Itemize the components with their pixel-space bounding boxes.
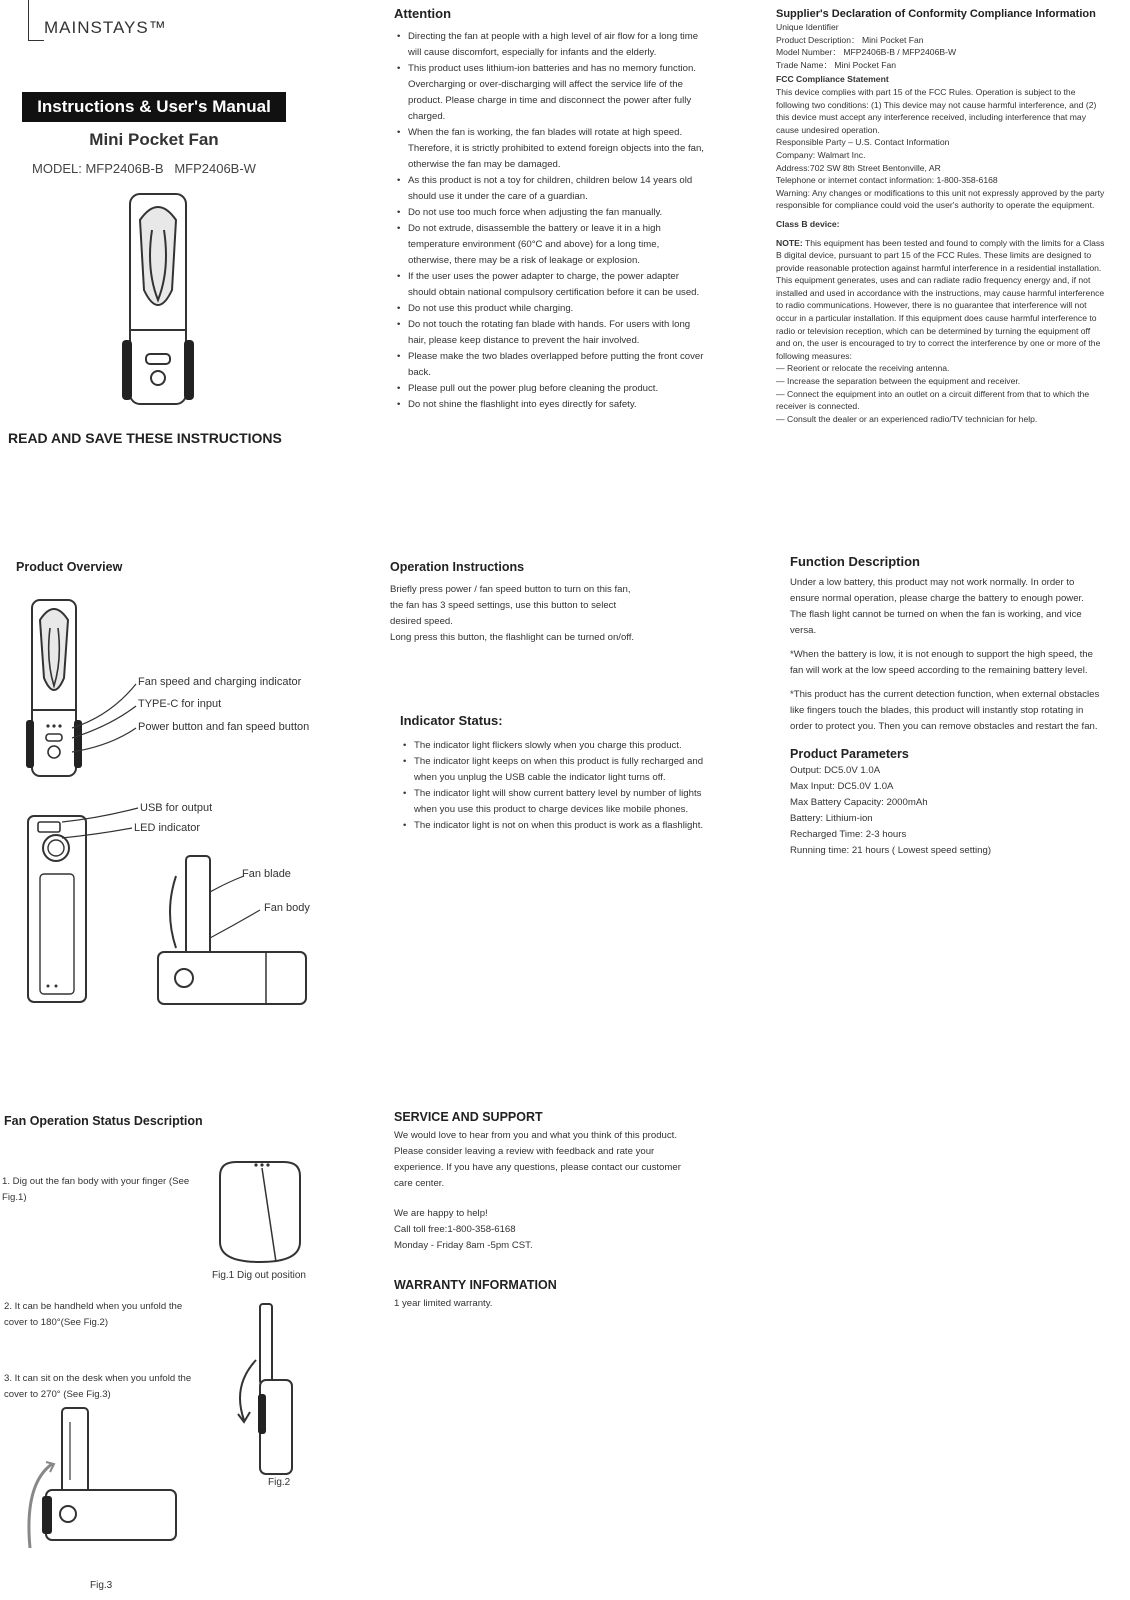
measure-item: — Consult the dealer or an experienced radio/TV technician for help.	[776, 413, 1038, 424]
list-item: • Do not extrude, disassemble the battery or leave it in a high temperature environment (60°C and above) for a long time, otherwise, there may be a risk of leakage or explosion.	[408, 221, 704, 269]
brand-logo	[28, 0, 178, 52]
note-text: This equipment has been tested and found to comply with the limits for a Class B digital device, pursuant to part 15 of the FCC Rules. These limits are designed to provide reasonable protection against harmful interference in a residential installation. This equipment generates, uses and can radiate radio frequency energy and, if not installed and used in accordance with the instructions, may cause harmful interference to radio communications. However, there is no guarantee that interference will not occur in a particular installation. If this equipment does cause harmful interference to radio or television reception, which can be determined by turning the equipment off and on, the user is encouraged to try to correct the interference by one or more of the following measures:	[776, 237, 1105, 361]
service-title: SERVICE AND SUPPORT	[394, 1110, 543, 1124]
indicator-title: Indicator Status:	[400, 713, 503, 728]
fig1-caption: Fig.1 Dig out position	[212, 1270, 306, 1281]
list-item: • As this product is not a toy for children, children below 14 years old should use it under the care of a guardian.	[408, 173, 704, 205]
sdoc-title: Supplier's Declaration of Conformity Compliance Information	[776, 8, 1096, 20]
list-item: • Directing the fan at people with a high level of air flow for a long time will cause discomfort, especially for infants and the elderly.	[408, 29, 704, 61]
function-p1: Under a low battery, this product may not work normally. In order to ensure normal operation, please charge the battery to enough power. The flash light cannot be turned on when the fan is working, and vice versa.	[790, 577, 1084, 636]
service-hours: Monday - Friday 8am -5pm CST.	[394, 1240, 533, 1251]
sdoc-line: Model Number： MFP2406B-B / MFP2406B-W	[776, 47, 957, 58]
list-item: • Please make the two blades overlapped before putting the front cover back.	[408, 349, 704, 381]
measure-item: — Reorient or relocate the receiving antenna.	[776, 363, 950, 374]
party-line: Telephone or internet contact information: 1-800-358-6168	[776, 175, 998, 186]
operation-line: the fan has 3 speed settings, use this button to select	[390, 600, 617, 611]
list-item: • Do not shine the flashlight into eyes directly for safety.	[408, 397, 704, 413]
function-title: Function Description	[790, 554, 920, 569]
operation-line: desired speed.	[390, 616, 453, 627]
measure-item: — Increase the separation between the equipment and receiver.	[776, 376, 1021, 387]
cover-fan-illustration	[118, 190, 198, 410]
fcc-title: FCC Compliance Statement	[776, 74, 889, 85]
overview-title: Product Overview	[16, 560, 123, 574]
service-section	[394, 1110, 694, 1312]
service-p1: We would love to hear from you and what you think of this product. Please consider leaving a review with feedback and rate your experience. If you have any questions, please contact our customer care center.	[394, 1130, 681, 1189]
fig1-illustration	[210, 1156, 310, 1268]
read-save-notice: READ AND SAVE THESE INSTRUCTIONS	[8, 430, 282, 446]
fcc-warning: Warning: Any changes or modifications to this unit not expressly approved by the party responsible for compliance could void the user's authority to operate the equipment.	[776, 187, 1105, 211]
back-leader-lines	[60, 804, 140, 844]
attention-section	[394, 6, 704, 413]
overview-leader-lines	[70, 676, 140, 756]
warranty-text: 1 year limited warranty.	[394, 1298, 493, 1309]
fan-status-step1: 1. Dig out the fan body with your finger (See Fig.1)	[2, 1176, 190, 1203]
label-power-button: Power button and fan speed button	[138, 721, 310, 733]
list-item: • The indicator light keeps on when this product is fully recharged and when you unplug the USB cable the indicator light turns off.	[414, 754, 708, 786]
list-item: • If the user uses the power adapter to charge, the power adapter should obtain national compulsory certification before it can be used.	[408, 269, 704, 301]
label-fan-blade: Fan blade	[242, 868, 291, 880]
responsible-party	[776, 136, 1106, 186]
list-item: • Do not touch the rotating fan blade with hands. For users with long hair, please keep distance to prevent the hair involved.	[408, 317, 704, 349]
function-section	[790, 554, 1100, 859]
note-label: NOTE:	[776, 237, 803, 248]
label-usb-output: USB for output	[140, 802, 213, 814]
list-item: • Please pull out the power plug before cleaning the product.	[408, 381, 704, 397]
list-item: • This product uses lithium-ion batteries and has no memory function. Overcharging or over-discharging will affect the service life of the product. Please charge in time and disconnect the power after fully charged.	[408, 61, 704, 125]
function-p2: *When the battery is low, it is not enough to support the high speed, the fan will work at the low speed according to the remaining battery level.	[790, 649, 1093, 676]
product-name: Mini Pocket Fan	[89, 130, 219, 149]
fan-status-step2: 2. It can be handheld when you unfold the cover to 180°(See Fig.2)	[4, 1301, 183, 1328]
label-led-indicator: LED indicator	[134, 822, 201, 834]
fig2-caption: Fig.2	[268, 1477, 291, 1488]
party-line: Responsible Party – U.S. Contact Information	[776, 137, 950, 148]
params-title: Product Parameters	[790, 747, 909, 761]
sdoc-line: Unique Identifier	[776, 22, 839, 32]
measure-item: — Connect the equipment into an outlet on a circuit different from that to which the receiver is connected.	[776, 388, 1090, 412]
fig2-illustration	[230, 1300, 300, 1480]
list-item: • Do not use too much force when adjusting the fan manually.	[408, 205, 704, 221]
fig3-caption: Fig.3	[90, 1580, 113, 1591]
param-line: Recharged Time: 2-3 hours	[790, 829, 907, 840]
label-fan-body: Fan body	[264, 902, 310, 914]
sdoc-line: Trade Name： Mini Pocket Fan	[776, 59, 897, 70]
param-line: Max Battery Capacity: 2000mAh	[790, 797, 928, 808]
operation-title: Operation Instructions	[390, 560, 525, 574]
warranty-title: WARRANTY INFORMATION	[394, 1278, 557, 1292]
list-item: • The indicator light will show current battery level by number of lights when you use this product to charge devices like mobile phones.	[414, 786, 708, 818]
sdoc-section	[776, 8, 1106, 425]
params-list	[790, 763, 1100, 859]
service-contact	[394, 1206, 694, 1254]
attention-list	[394, 29, 704, 413]
brand-name: MAINSTAYS™	[44, 18, 167, 37]
party-line: Address:702 SW 8th Street Bentonville, AR	[776, 162, 941, 173]
measures-list	[776, 362, 1106, 425]
service-phone: Call toll free:1-800-358-6168	[394, 1224, 516, 1235]
model-line: MODEL: MFP2406B-B MFP2406B-W	[32, 161, 256, 176]
sdoc-line: Product Description： Mini Pocket Fan	[776, 34, 924, 45]
label-fan-speed-indicator: Fan speed and charging indicator	[138, 676, 302, 688]
list-item: • The indicator light flickers slowly when you charge this product.	[414, 738, 708, 754]
manual-title: Instructions & User's Manual	[22, 92, 286, 122]
fig3-illustration	[22, 1404, 180, 1552]
operation-text	[390, 582, 710, 646]
indicator-list	[400, 738, 708, 834]
classb-title: Class B device:	[776, 218, 840, 229]
list-item: • Do not use this product while charging.	[408, 301, 704, 317]
fan-status-title: Fan Operation Status Description	[4, 1114, 203, 1128]
label-typec-input: TYPE-C for input	[138, 698, 222, 710]
function-p3: *This product has the current detection function, when external obstacles like fingers touch the blades, this product will instantly stop rotating in order to protect you. Then you can remove obstacles and restart the fan.	[790, 689, 1100, 732]
service-happy: We are happy to help!	[394, 1208, 488, 1219]
classb-note	[776, 237, 1106, 363]
param-line: Running time: 21 hours ( Lowest speed setting)	[790, 845, 992, 856]
param-line: Max Input: DC5.0V 1.0A	[790, 781, 894, 792]
operation-section	[390, 560, 710, 646]
operation-line: Long press this button, the flashlight can be turned on/off.	[390, 632, 635, 643]
fcc-text: This device complies with part 15 of the FCC Rules. Operation is subject to the following two conditions: (1) This device may not cause harmful interference, and (2) this device must accept any interference received, including interference that may cause undesired operation.	[776, 86, 1097, 135]
operation-line: Briefly press power / fan speed button to turn on this fan,	[390, 584, 631, 595]
party-line: Company: Walmart Inc.	[776, 149, 866, 160]
list-item: • The indicator light is not on when this product is work as a flashlight.	[414, 818, 708, 834]
param-line: Output: DC5.0V 1.0A	[790, 765, 881, 776]
param-line: Battery: Lithium-ion	[790, 813, 873, 824]
indicator-section	[400, 713, 708, 834]
list-item: • When the fan is working, the fan blades will rotate at high speed. Therefore, it is strictly prohibited to extend foreign objects into the fan, otherwise the fan may be damaged.	[408, 125, 704, 173]
fan-status-step3: 3. It can sit on the desk when you unfold the cover to 270° (See Fig.3)	[4, 1373, 192, 1400]
sdoc-lines	[776, 21, 1106, 71]
attention-title: Attention	[394, 6, 452, 21]
